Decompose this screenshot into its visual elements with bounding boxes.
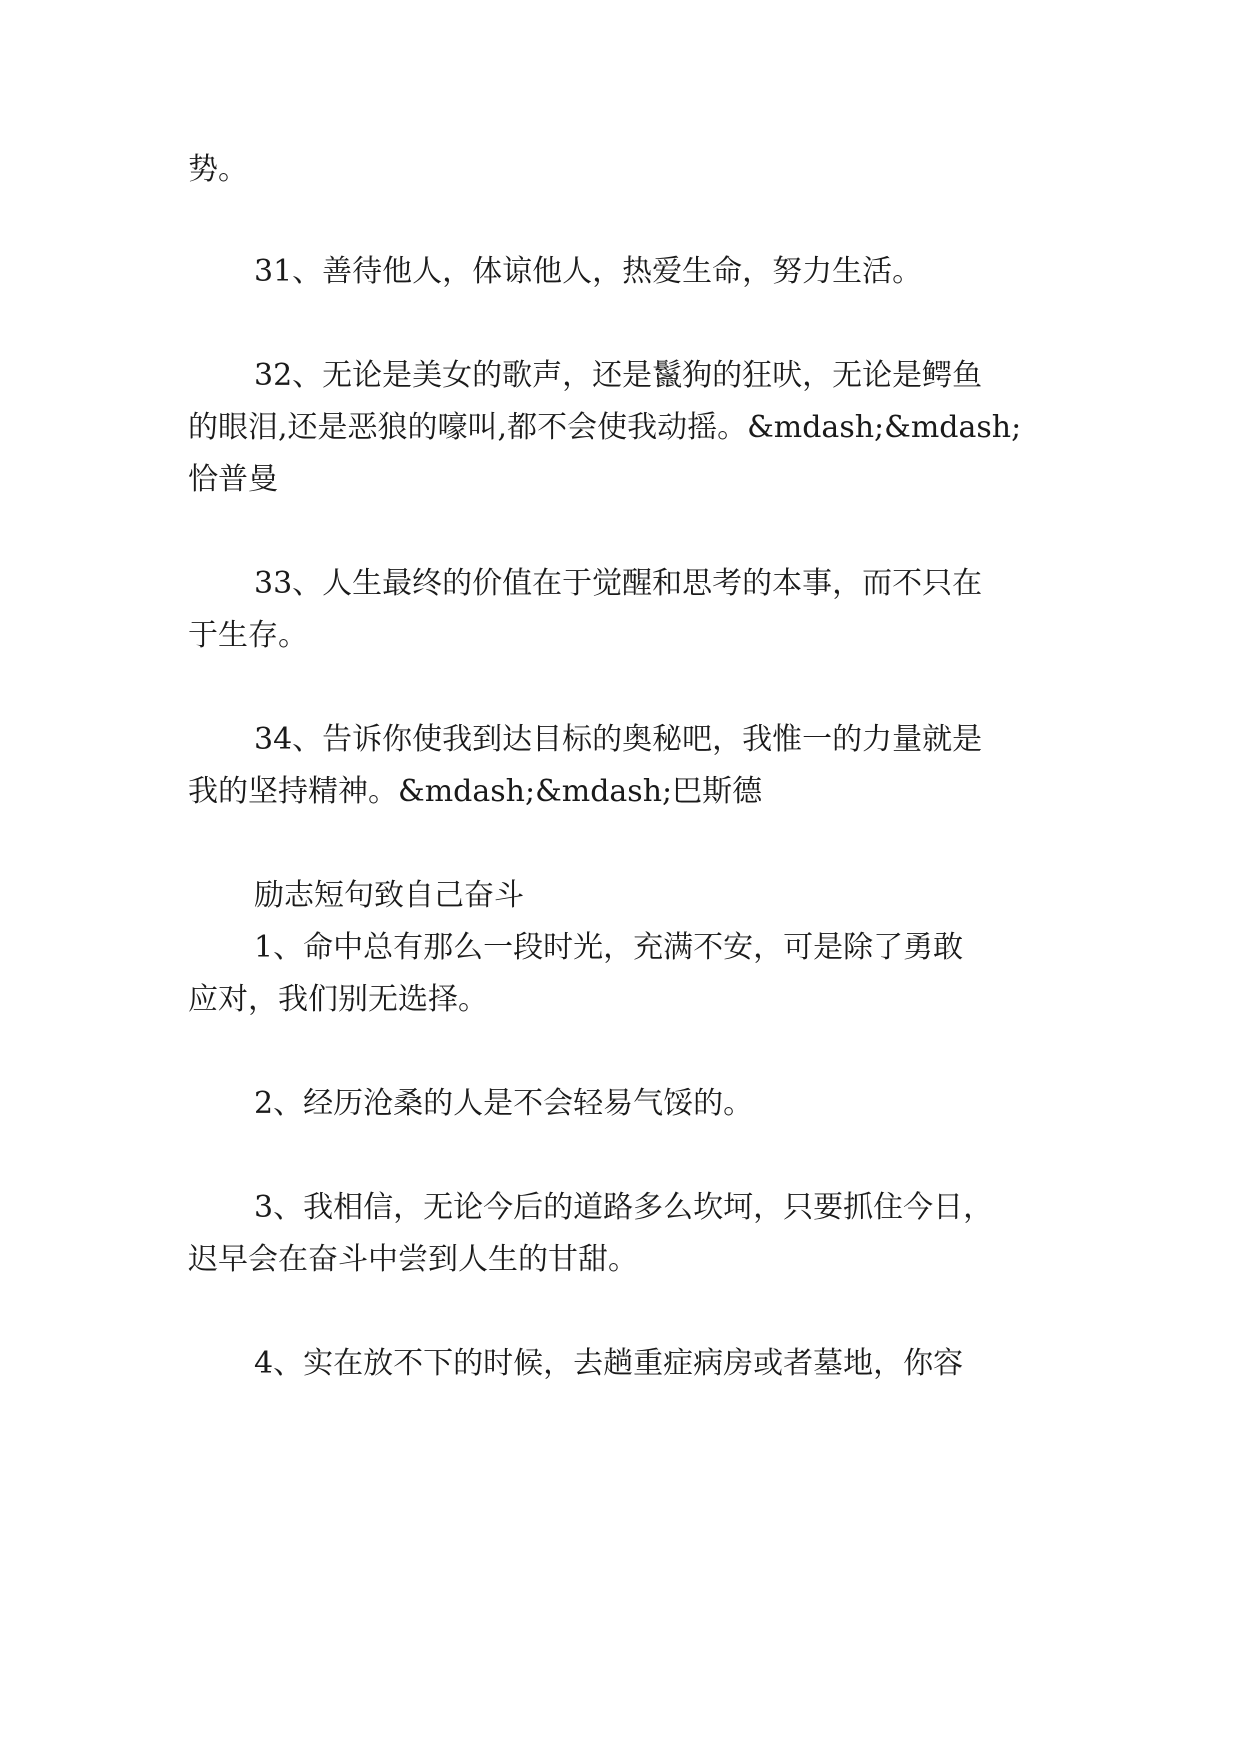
quote-34-line-2: 我的坚持精神。&mdash;&mdash;巴斯德 [188,774,763,809]
quote-31: 31、善待他人，体谅他人，热爱生命，努力生活。 [254,254,923,289]
quote-32-line-1: 32、无论是美女的歌声，还是鬣狗的狂吠，无论是鳄鱼 [254,358,983,393]
quote-33-line-1: 33、人生最终的价值在于觉醒和思考的本事，而不只在 [254,566,983,601]
quote-1-line-2: 应对，我们别无选择。 [188,982,488,1017]
quote-34-line-1: 34、告诉你使我到达目标的奥秘吧，我惟一的力量就是 [254,722,983,757]
quote-3-line-1: 3、我相信，无论今后的道路多么坎坷，只要抓住今日， [254,1190,994,1225]
quote-32-line-2: 的眼泪,还是恶狼的嚎叫,都不会使我动摇。&mdash;&mdash; [188,410,1022,445]
quote-33-line-2: 于生存。 [188,618,308,653]
quote-3-line-2: 迟早会在奋斗中尝到人生的甘甜。 [188,1242,638,1277]
quote-32-line-3: 恰普曼 [188,462,278,497]
paragraph-30-tail: 势。 [188,152,248,187]
quote-1-line-1: 1、命中总有那么一段时光，充满不安，可是除了勇敢 [254,930,964,965]
quote-4-line-1: 4、实在放不下的时候，去趟重症病房或者墓地，你容 [254,1346,964,1381]
section-heading: 励志短句致自己奋斗 [254,878,524,913]
quote-2: 2、经历沧桑的人是不会轻易气馁的。 [254,1086,754,1121]
